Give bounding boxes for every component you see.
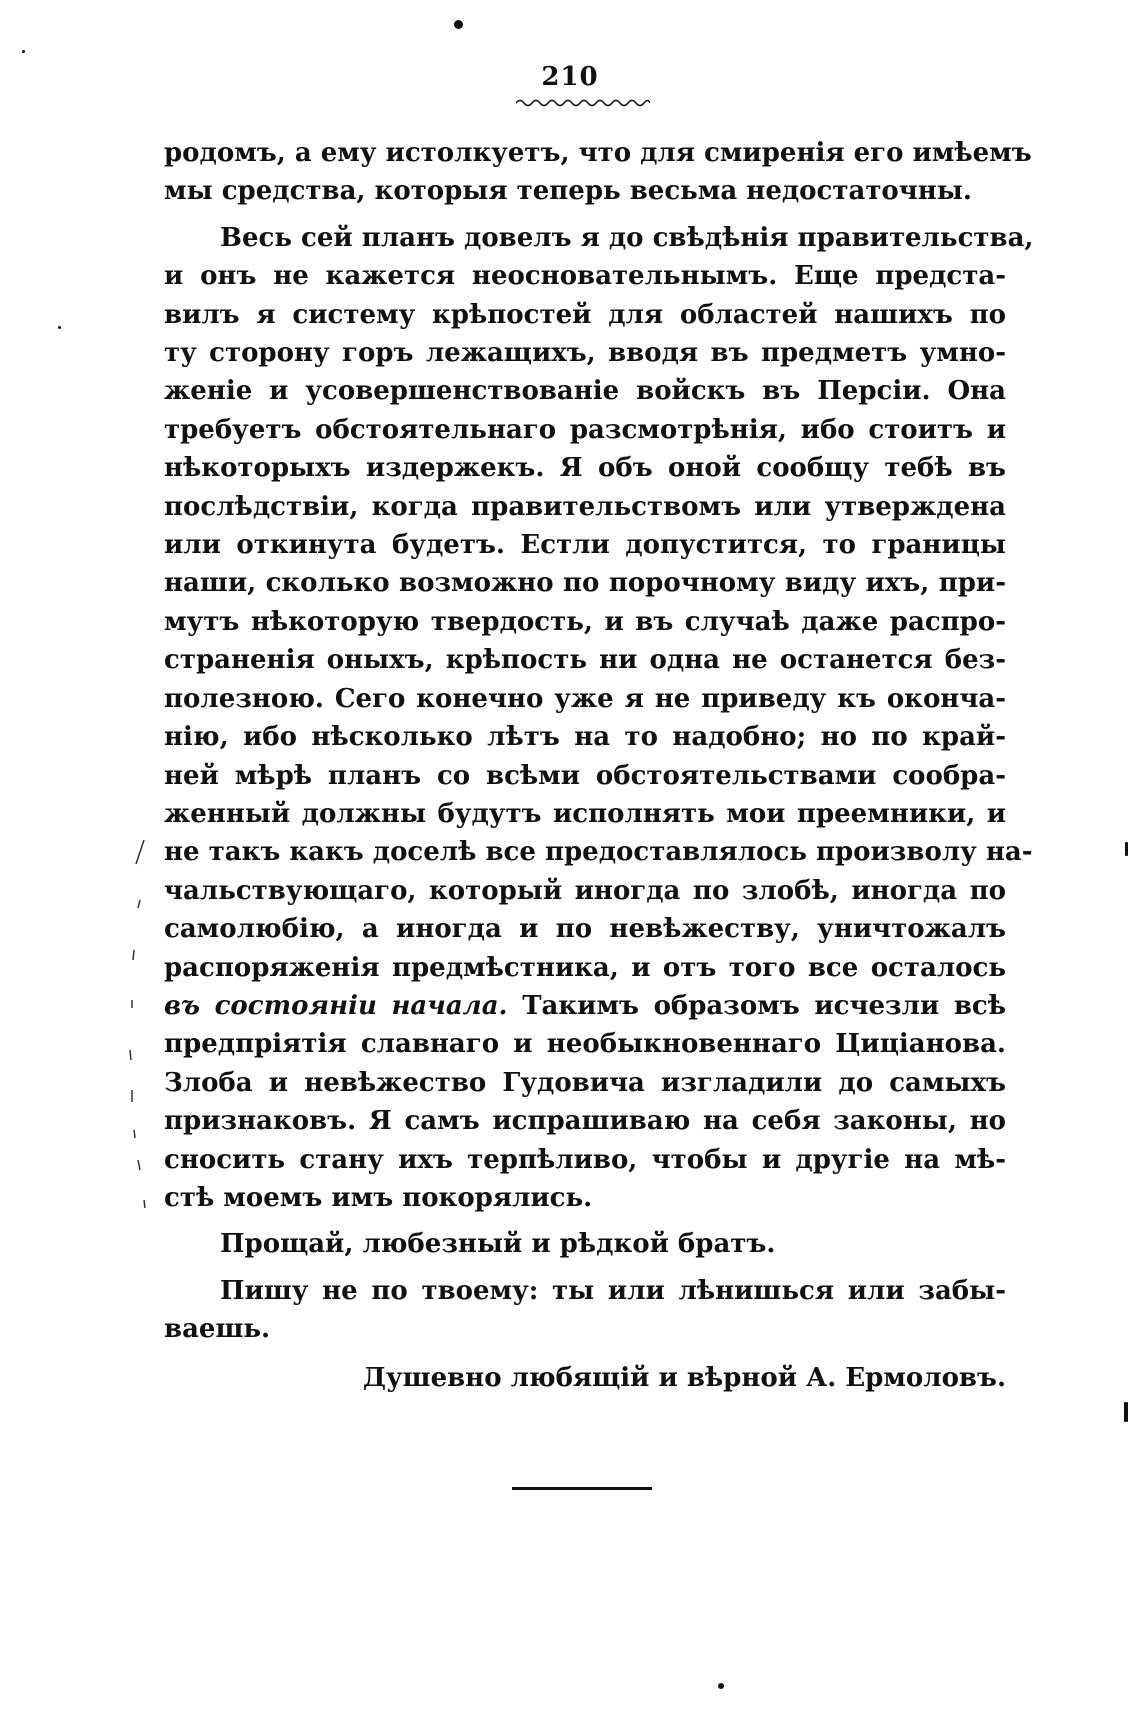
- scan-speck-left: [22, 50, 25, 53]
- text-line: мы средства, которыя теперь весьма недостаточны.: [164, 176, 972, 207]
- text-line: ней мѣрѣ планъ со всѣми обстоятельствами сообра-: [164, 760, 1006, 791]
- text-line: нію, ибо нѣсколько лѣтъ на то надобно; но по край-: [164, 722, 1006, 753]
- italic-phrase: въ состояніи начала.: [164, 990, 508, 1021]
- closing-rule: [512, 1487, 652, 1490]
- text-line: сносить стану ихъ терпѣливо, чтобы и другіе на мѣ-: [164, 1144, 1006, 1175]
- text-line: женіе и усовершенствованіе войскъ въ Персіи. Она: [164, 376, 1006, 407]
- text-line: послѣдствіи, когда правительствомъ или утверждена: [164, 491, 1006, 522]
- text-line: предпріятія славнаго и необыкновеннаго Циціанова.: [164, 1029, 1006, 1060]
- text-line: стѣ моемъ имъ покорялись.: [164, 1182, 593, 1213]
- signature: Душевно любящій и вѣрной А. Ермоловъ.: [362, 1362, 1006, 1393]
- scan-speck-bottom: [718, 1683, 724, 1689]
- scan-mark-right-2: [1124, 1402, 1128, 1422]
- text-line-with-italic: [164, 987, 1006, 1025]
- text-line: Пишу не по твоему: ты или лѣнишься или забы-: [220, 1275, 1006, 1306]
- text-line: признаковъ. Я самъ испрашиваю на себя законы, но: [164, 1106, 1006, 1137]
- text-line: женный должны будутъ исполнять мои преемники, и: [164, 798, 1006, 829]
- text-line: чальствующаго, который иногда по злобѣ, иногда по: [164, 875, 1006, 906]
- text-line: самолюбію, а иногда и по невѣжеству, уничтожалъ: [164, 914, 1006, 945]
- text-line: полезною. Сего конечно уже я не приведу къ оконча-: [164, 683, 1006, 714]
- scan-mark-right-1: [1125, 842, 1128, 856]
- text-line: и онъ не кажется неосновательнымъ. Еще предста-: [164, 261, 1006, 292]
- scan-speck-top: [454, 20, 463, 29]
- text-line: Прощай, любезный и рѣдкой братъ.: [220, 1229, 776, 1260]
- text-line: не такъ какъ доселѣ все предоставлялось произволу на-: [164, 837, 1033, 868]
- page-number: 210: [541, 62, 599, 92]
- scan-speck-margin: [58, 326, 61, 329]
- text-line: мутъ нѣкоторую твердость, и въ случаѣ даже распро-: [164, 606, 1006, 637]
- text-line: нѣкоторыхъ издержекъ. Я объ оной сообщу тебѣ въ: [164, 453, 1006, 484]
- text-line: ваешь.: [164, 1314, 271, 1345]
- margin-marks: [124, 840, 154, 1244]
- text-line: распоряженія предмѣстника, и отъ того все осталось: [164, 952, 1006, 983]
- text-line: родомъ, а ему истолкуетъ, что для смиренія его имѣемъ: [164, 138, 1032, 168]
- letter-text: [164, 134, 1034, 1397]
- text-line: наши, сколько возможно по порочному виду ихъ, при-: [164, 568, 1006, 599]
- text-line: ту сторону горъ лежащихъ, вводя въ предметъ умно-: [164, 338, 1006, 369]
- text-line: требуетъ обстоятельнаго разсмотрѣнія, ибо стоитъ и: [164, 414, 1006, 445]
- page-number-ornament: [516, 98, 650, 108]
- text-line-rest: Такимъ образомъ исчезли всѣ: [507, 990, 1006, 1021]
- text-line: или откинута будетъ. Естли допустится, то границы: [164, 530, 1006, 561]
- text-line: страненія оныхъ, крѣпость ни одна не останется без-: [164, 645, 1006, 676]
- text-line: Весь сей планъ довелъ я до свѣдѣнія правительства,: [220, 222, 1034, 253]
- text-line: вилъ я систему крѣпостей для областей нашихъ по: [164, 299, 1006, 330]
- text-line: Злоба и невѣжество Гудовича изгладили до самыхъ: [164, 1067, 1006, 1098]
